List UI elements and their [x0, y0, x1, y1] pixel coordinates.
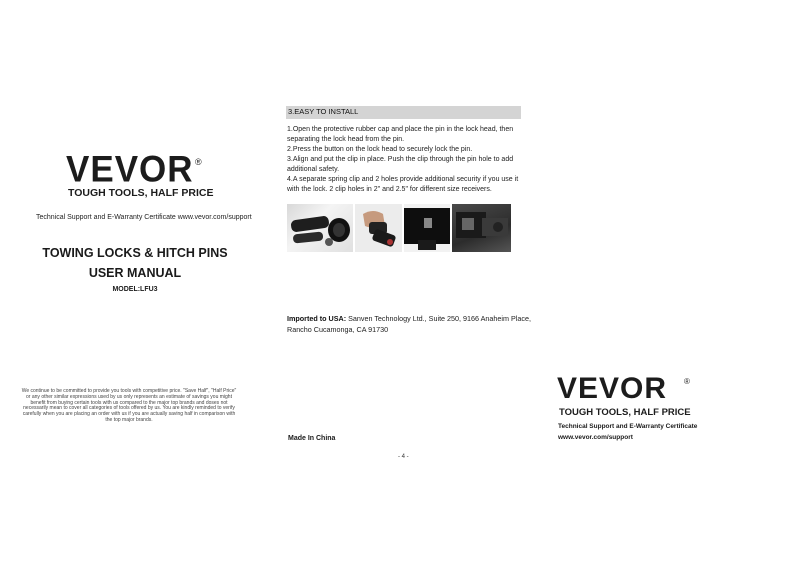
importer-info	[287, 313, 532, 335]
hitch-receiver-illustration	[404, 204, 450, 252]
price-disclaimer: We continue to be committed to provide you tools with competitive price. "Save Half", "Half Price" or any other similar expressions used by us only represents an estimate of savings you might benefit from buying certain tools with us compared to the major top brands and doses not necessarily mean to cover all categories of tools offered by us. You are kindly reminded to verify carefully when you are placing an order with us if you are actually saving half in comparison with the top major brands.	[21, 388, 237, 423]
importer-address: Sanven Technology Ltd., Suite 250, 9166 Anaheim Place, Rancho Cucamonga, CA 91730	[287, 314, 531, 334]
install-photo-3	[404, 204, 450, 252]
registered-mark-left: ®	[195, 157, 202, 167]
support-line-left: Technical Support and E-Warranty Certificate www.vevor.com/support	[36, 214, 252, 221]
section-title: 3.EASY TO INSTALL	[288, 107, 359, 116]
hand-press-lock-illustration	[355, 204, 402, 252]
install-photo-strip	[287, 204, 511, 252]
vevor-logo-left: VEVOR	[66, 149, 194, 190]
tagline-right: TOUGH TOOLS, HALF PRICE	[559, 407, 691, 418]
manual-title-line1: TOWING LOCKS & HITCH PINS	[42, 246, 228, 260]
tagline-left: TOUGH TOOLS, HALF PRICE	[68, 187, 214, 199]
install-step-2: 2.Press the button on the lock head to securely lock the pin.	[287, 146, 473, 153]
importer-label: Imported to USA:	[287, 314, 347, 323]
install-photo-1	[287, 204, 353, 252]
install-instructions	[287, 125, 532, 195]
page-number: - 4 -	[398, 454, 409, 460]
support-url-right: www.vevor.com/support	[558, 434, 633, 441]
install-photo-4	[452, 204, 511, 252]
locked-hitch-illustration	[452, 204, 511, 252]
registered-mark-right: ®	[684, 377, 690, 386]
install-photo-2	[355, 204, 402, 252]
install-step-4: 4.A separate spring clip and 2 holes provide additional security if you use it with the lock. 2 clip holes in 2" and 2.5" for different size receivers.	[287, 176, 519, 193]
pin-and-cap-illustration	[287, 204, 353, 252]
manual-title-line2: USER MANUAL	[88, 266, 182, 280]
install-step-1: 1.Open the protective rubber cap and place the pin in the lock head, then separating the lock head from the pin.	[287, 126, 514, 143]
install-step-3: 3.Align and put the clip in place. Push the clip through the pin hole to add additional safety.	[287, 156, 514, 173]
model-number: MODEL:LFU3	[112, 286, 158, 293]
vevor-logo-right: VEVOR	[557, 372, 668, 405]
made-in-label: Made In China	[288, 435, 336, 442]
support-line-right: Technical Support and E-Warranty Certificate	[558, 423, 698, 430]
